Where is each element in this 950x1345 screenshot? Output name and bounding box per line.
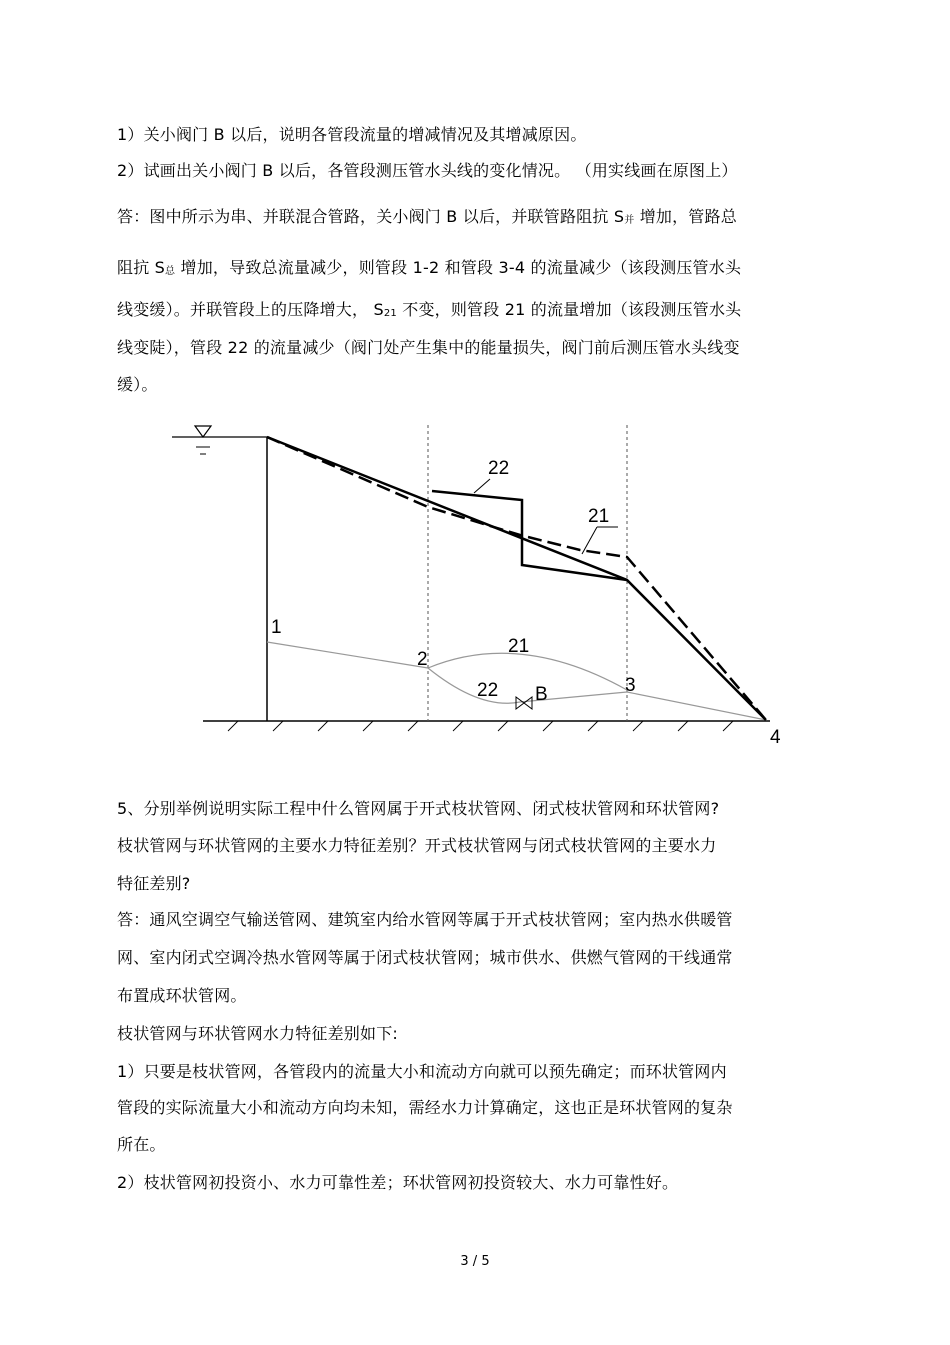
answer-line-4: 线变陡），管段 22 的流量减少（阀门处产生集中的能量损失，阀门前后测压管水头线变	[117, 338, 740, 357]
node-2-label: 2	[417, 649, 428, 670]
subscript: 总	[165, 266, 176, 277]
question-5-line-1: 5、分别举例说明实际工程中什么管网属于开式枝状管网、闭式枝状管网和环状管网?	[117, 799, 720, 818]
node-3-label: 3	[625, 675, 636, 696]
node-1-label: 1	[271, 617, 282, 638]
leader-21	[582, 527, 597, 554]
new-hgl-pipe-22	[432, 491, 627, 580]
question-2: 2）试画出关小阀门 B 以后，各管段测压管水头线的变化情况。 （用实线画在原图上）	[117, 161, 738, 180]
answer-5-line-1: 答：通风空调空气输送管网、建筑室内给水管网等属于开式枝状管网；室内热水供暖管	[117, 910, 733, 929]
leader-22	[474, 479, 490, 493]
valve-b-label: B	[535, 684, 548, 705]
pipe-21	[428, 653, 627, 690]
answer-5-line-3: 布置成环状管网。	[117, 986, 247, 1005]
answer-text: 不变，则管段 21 的流量增加（该段测压管水头	[396, 300, 742, 319]
new-hgl-main	[267, 437, 766, 720]
answer-5-line-6: 管段的实际流量大小和流动方向均未知，需经水力计算确定，这也正是环状管网的复杂	[117, 1098, 733, 1117]
answer-5-line-7: 所在。	[117, 1135, 166, 1154]
pipe-22	[428, 668, 627, 703]
page-number: 3 / 5	[460, 1254, 490, 1269]
node-4-label: 4	[770, 727, 781, 748]
label-22-top: 22	[488, 458, 510, 479]
question-5-line-2: 枝状管网与环状管网的主要水力特征差别？开式枝状管网与闭式枝状管网的主要水力	[117, 836, 717, 855]
valve-icon	[516, 697, 532, 709]
answer-5-line-2: 网、室内闭式空调冷热水管网等属于闭式枝状管网；城市供水、供燃气管网的干线通常	[117, 948, 733, 967]
answer-text: 答：图中所示为串、并联混合管路，关小阀门 B 以后，并联管路阻抗 S	[117, 207, 625, 226]
subscript: 并	[624, 215, 635, 226]
pipe-21-label: 21	[508, 636, 530, 657]
answer-5-line-4: 枝状管网与环状管网水力特征差别如下:	[117, 1024, 398, 1043]
answer-5-line-8: 2）枝状管网初投资小、水力可靠性差；环状管网初投资较大、水力可靠性好。	[117, 1173, 679, 1192]
pipe-1-2	[267, 642, 428, 668]
pipe-22-label: 22	[477, 680, 499, 701]
question-5-line-3: 特征差别?	[117, 874, 191, 893]
answer-5-line-5: 1）只要是枝状管网，各管段内的流量大小和流动方向就可以预先确定；而环状管网内	[117, 1062, 727, 1081]
answer-text: 增加，管路总	[634, 207, 737, 226]
question-1: 1）关小阀门 B 以后，说明各管段流量的增减情况及其增减原因。	[117, 125, 587, 144]
original-hgl-dashed	[267, 437, 766, 720]
answer-line-5: 缓）。	[117, 375, 158, 394]
answer-text: 增加，导致总流量减少，则管段 1-2 和管段 3-4 的流量减少（该段测压管水头	[175, 258, 742, 277]
answer-text: 线变缓）。并联管段上的压降增大， S	[117, 300, 384, 319]
subscript: 21	[383, 308, 397, 319]
answer-text: 阻抗 S	[117, 258, 166, 277]
water-level-symbol	[195, 426, 211, 437]
ground-hatching	[228, 721, 733, 731]
label-21-top: 21	[588, 506, 610, 527]
